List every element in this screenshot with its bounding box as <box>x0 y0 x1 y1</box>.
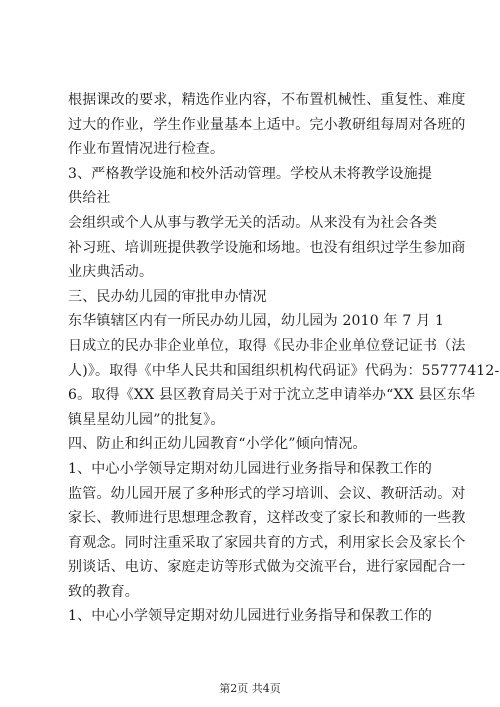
text-line: 别谈话、电访、家庭走访等形式做为交流平台，进行家园配合一 <box>68 559 466 576</box>
text-line: 供给社 <box>68 190 111 207</box>
text-line: 作业布置情况进行检查。 <box>68 141 225 158</box>
page-footer <box>0 680 500 696</box>
section-heading: 三、民办幼儿园的审批申办情况 <box>68 288 267 305</box>
text-line: 育观念。同时注重采取了家园共育的方式，利用家长会及家长个 <box>68 534 466 551</box>
text-line: 监管。幼儿园开展了多种形式的学习培训、会议、教研活动。对 <box>68 485 466 502</box>
text-line: 业庆典活动。 <box>68 264 154 281</box>
document-body <box>68 88 500 629</box>
text-line: 东华镇辖区内有一所民办幼儿园，幼儿园为 2010 年 7 月 1 <box>68 313 445 330</box>
text-line: 会组织或个人从事与教学无关的活动。从来没有为社会各类 <box>68 214 438 231</box>
text-line: 1、中心小学领导定期对幼儿园进行业务指导和保教工作的 <box>68 460 433 477</box>
text-line: 致的教育。 <box>68 583 139 600</box>
body-text <box>68 88 500 629</box>
text-line: 镇星星幼儿园”的批复》。 <box>68 411 225 428</box>
text-line: 1、中心小学领导定期对幼儿园进行业务指导和保教工作的 <box>68 608 433 625</box>
text-line: 6。取得《XX 县区教育局关于对于沈立芝申请举办“XX 县区东华 <box>68 387 476 404</box>
text-line: 家长、教师进行思想理念教育，这样改变了家长和教师的一些教 <box>68 510 466 527</box>
text-line: 3、严格教学设施和校外活动管理。学校从未将教学设施提 <box>68 165 433 182</box>
page-number: 第2页 共4页 <box>219 682 281 695</box>
text-line: 根据课改的要求，精选作业内容，不布置机械性、重复性、难度 <box>68 92 466 108</box>
text-line: 日成立的民办非企业单位，取得《民办非企业单位登记证书（法 <box>68 337 466 354</box>
section-heading: 四、防止和纠正幼儿园教育“小学化”倾向情况。 <box>68 436 367 453</box>
text-line: 过大的作业，学生作业量基本上适中。完小教研组每周对各班的 <box>68 116 466 133</box>
text-line: 补习班、培训班提供教学设施和场地。也没有组织过学生参加商 <box>68 239 466 256</box>
text-line: 人)》。取得《中华人民共和国组织机构代码证》代码为：55777412- <box>68 362 500 379</box>
